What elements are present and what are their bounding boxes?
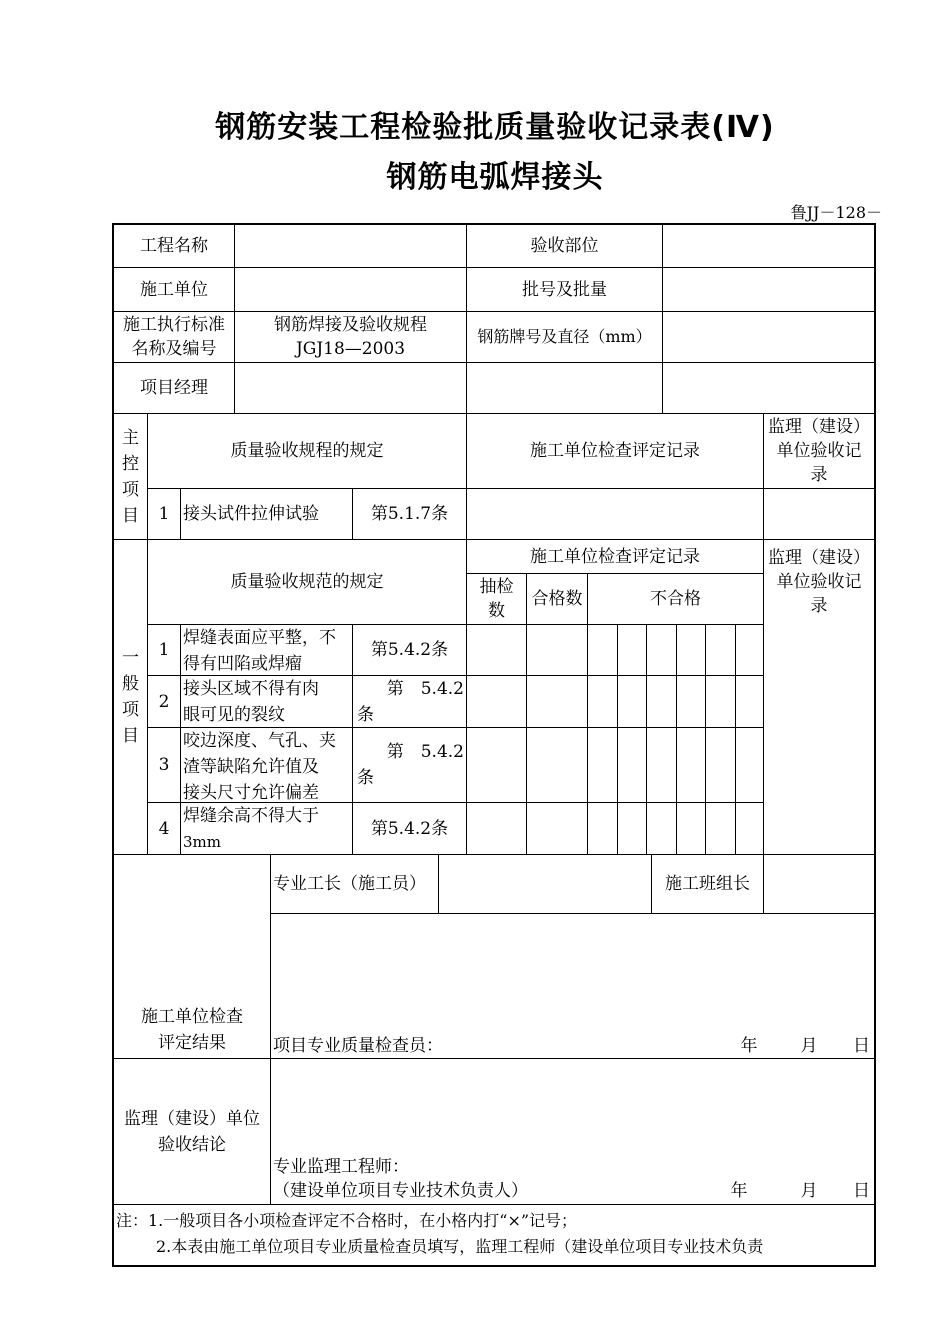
inspection-form-table [112, 223, 876, 1267]
sample-header-line: 抽检 [479, 577, 514, 597]
supervision-header-line: 录 [810, 596, 828, 616]
general-row-number: 2 [158, 691, 170, 712]
supervision-header-line: 监理（建设） [768, 548, 870, 568]
sample-header-line: 数 [488, 601, 505, 621]
project-name-label: 工程名称 [140, 236, 208, 256]
form-title: 钢筋安装工程检验批质量验收记录表(Ⅳ) [215, 110, 775, 145]
general-row-item [181, 676, 352, 727]
day-label: 日 [853, 1181, 870, 1201]
general-supervision-header [764, 540, 874, 624]
general-row-number: 3 [158, 755, 170, 775]
supervision-header-line: 单位验收记 [776, 441, 862, 461]
general-row-clause: 第5.4.2条 [370, 818, 449, 839]
standard-value-line2: JGJ18—2003 [295, 339, 406, 359]
batch-field[interactable] [663, 268, 874, 311]
team-leader-label: 施工班组长 [665, 874, 750, 894]
standard-label [114, 312, 234, 362]
quality-inspector-label: 项目专业质量检查员： [273, 1036, 443, 1056]
construction-result-label-line: 评定结果 [158, 1032, 226, 1053]
general-row-item [181, 728, 352, 802]
rebar-grade-label: 钢筋牌号及直径（mm） [477, 327, 652, 346]
general-clause-line: 条 [357, 704, 374, 725]
general-item-line: 焊缝余高不得大于 [183, 806, 319, 826]
general-item-line: 接头尺寸允许偏差 [183, 783, 319, 803]
general-item-line: 接头区域不得有肉 [183, 679, 319, 699]
project-manager-field[interactable] [235, 363, 466, 413]
supervision-header-line: 单位验收记 [776, 572, 862, 592]
general-clause-line: 第 5.4.2 [386, 678, 464, 699]
unqualified-header: 不合格 [650, 589, 701, 609]
general-row-number: 1 [158, 640, 170, 660]
general-row-clause [353, 728, 466, 802]
general-row-clause [353, 676, 466, 727]
main-row-number: 1 [158, 504, 170, 524]
general-item-line: 眼可见的裂纹 [183, 705, 285, 725]
project-name-field[interactable] [235, 225, 466, 267]
qualified-count-header: 合格数 [531, 589, 583, 609]
main-items-section-label [114, 414, 147, 539]
year-label: 年 [740, 1036, 758, 1056]
main-row-record-field[interactable] [467, 489, 763, 539]
acceptance-part-field[interactable] [663, 225, 874, 267]
team-leader-field[interactable] [764, 855, 874, 913]
general-row-clause: 第5.4.2条 [370, 640, 449, 660]
construction-result-field[interactable] [271, 914, 874, 1034]
general-label-char: 目 [122, 726, 139, 746]
supervising-engineer-sub-label: （建设单位项目专业技术负责人） [273, 1181, 528, 1201]
acceptance-part-label: 验收部位 [530, 236, 599, 256]
supervising-engineer-label: 专业监理工程师： [273, 1157, 409, 1177]
standard-value-line1: 钢筋焊接及验收规程 [274, 315, 427, 335]
supervision-result-label-line: 验收结论 [158, 1134, 226, 1155]
main-label-char: 控 [122, 453, 139, 474]
foreman-label: 专业工长（施工员） [273, 874, 426, 894]
day-label: 日 [853, 1036, 870, 1056]
form-subtitle: 钢筋电弧焊接头 [386, 160, 604, 195]
supervision-result-field[interactable] [271, 1059, 874, 1153]
general-item-line: 焊缝表面应平整，不 [183, 628, 336, 648]
project-manager-label: 项目经理 [140, 378, 208, 398]
rebar-grade-field[interactable] [663, 312, 874, 362]
month-label: 月 [800, 1036, 818, 1056]
general-row-item [181, 803, 352, 854]
main-row-clause: 第5.1.7条 [370, 504, 449, 524]
sample-count-header [467, 574, 526, 624]
year-label: 年 [730, 1181, 748, 1201]
general-item-line: 咬边深度、气孔、夹 [183, 731, 336, 751]
general-clause-line: 第 5.4.2 [386, 742, 464, 762]
batch-label: 批号及批量 [522, 279, 607, 300]
general-clause-line: 条 [357, 768, 374, 788]
main-rule-header: 质量验收规程的规定 [230, 441, 384, 461]
main-row-item: 接头试件拉伸试验 [183, 504, 319, 524]
main-record-header: 施工单位检查评定记录 [530, 441, 700, 461]
main-supervision-header [764, 414, 874, 488]
construction-unit-field[interactable] [235, 268, 466, 311]
general-label-char: 般 [122, 674, 139, 694]
month-label: 月 [800, 1181, 818, 1201]
general-item-line: 得有凹陷或焊瘤 [183, 654, 302, 674]
general-rule-header: 质量验收规范的规定 [230, 572, 384, 592]
standard-value [235, 312, 466, 362]
general-label-char: 项 [122, 700, 139, 720]
standard-label-line2: 名称及编号 [131, 339, 217, 359]
main-label-char: 目 [122, 505, 139, 526]
main-label-char: 项 [122, 479, 139, 500]
general-row-number: 4 [158, 818, 170, 839]
note-line-2: 2.本表由施工单位项目专业质量检查员填写，监理工程师（建设单位项目专业技术负责 [156, 1237, 764, 1256]
general-label-char: 一 [122, 648, 139, 668]
general-items-section-label [114, 540, 147, 854]
main-label-char: 主 [122, 427, 139, 448]
note-line-1: 注：1.一般项目各小项检查评定不合格时，在小格内打“×”记号； [116, 1211, 578, 1230]
form-code: 鲁JJ－128－ [790, 203, 882, 222]
general-row-item [181, 625, 352, 675]
supervision-header-line: 录 [810, 465, 828, 485]
general-item-line: 渣等缺陷允许值及 [183, 757, 319, 777]
general-record-header: 施工单位检查评定记录 [530, 546, 700, 567]
supervision-header-line: 监理（建设） [768, 417, 870, 437]
construction-result-label-line: 施工单位检查 [141, 1006, 243, 1027]
general-item-line: 3mm [183, 833, 221, 851]
foreman-field[interactable] [439, 855, 651, 913]
construction-unit-label: 施工单位 [140, 279, 208, 300]
supervision-result-label-line: 监理（建设）单位 [124, 1108, 260, 1129]
standard-label-line1: 施工执行标准 [123, 315, 225, 335]
supervision-result-label [114, 1059, 270, 1204]
main-row-supervision-field[interactable] [764, 489, 874, 539]
